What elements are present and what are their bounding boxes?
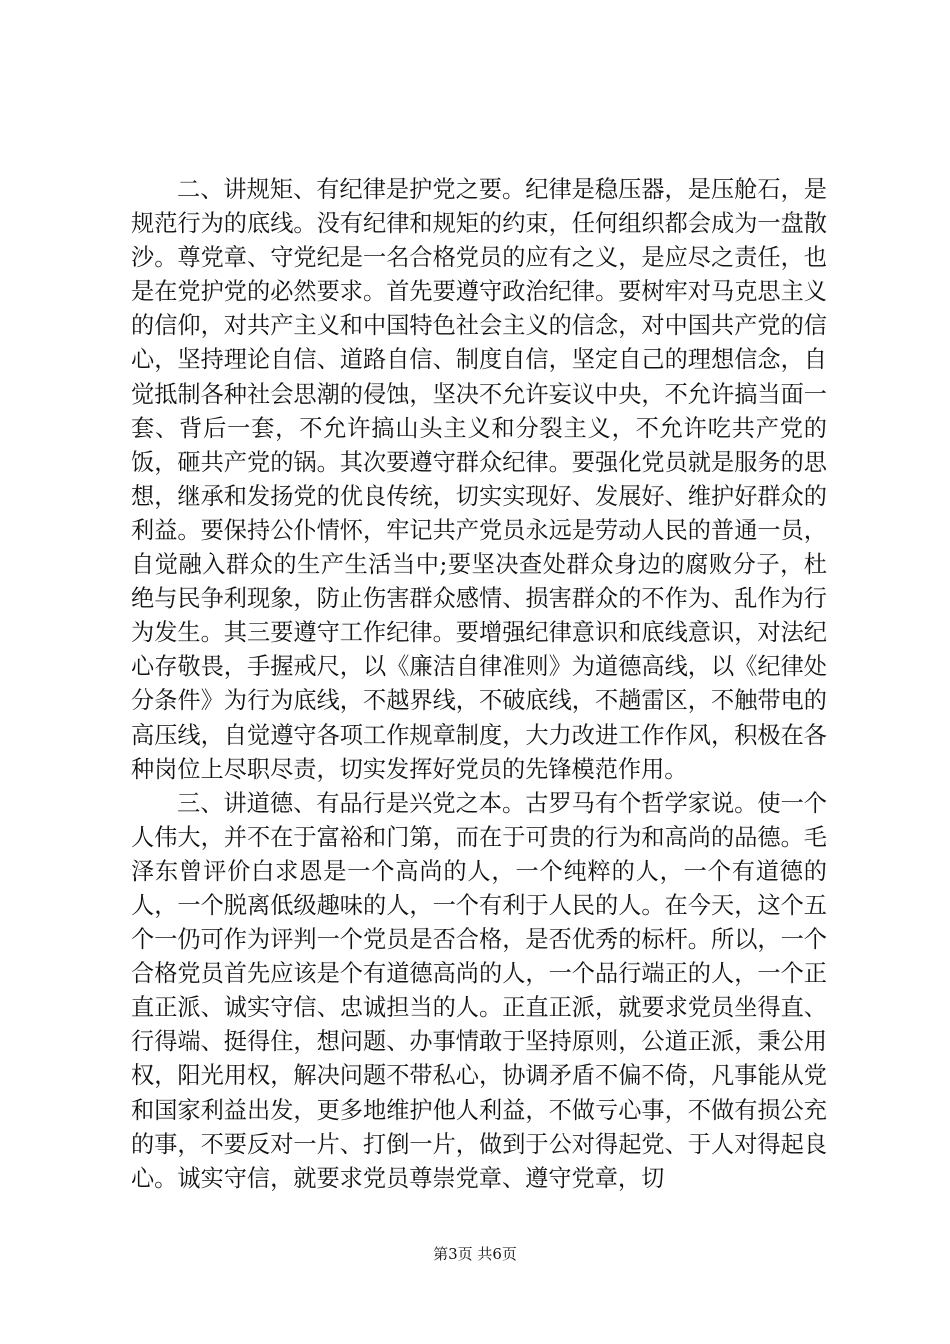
paragraph-morality: 三、讲道德、有品行是兴党之本。古罗马有个哲学家说。使一个人伟大，并不在于富裕和门第，而在于可贵的行为和高尚的品德。毛泽东曾评价白求恩是一个高尚的人，一个纯粹的人，一个有道德的人，一个脱离低级趣味的人，一个有利于人民的人。在今天，这个五个一仍可作为评判一个党员是否合格，是否优秀的标杆。所以，一个合格党员首先应该是个有道德高尚的人，一个品行端正的人，一个正直正派、诚实守信、忠诚担当的人。正直正派，就要求党员坐得直、行得端、挺得住，想问题、办事情敢于坚持原则，公道正派，秉公用权，阳光用权，解决问题不带私心，协调矛盾不偏不倚，凡事能从党和国家利益出发，更多地维护他人利益，不做亏心事，不做有损公充的事，不要反对一片、打倒一片，做到于公对得起党、于人对得起良心。诚实守信，就要求党员尊崇党章、遵守党章，切 <box>131 789 827 1192</box>
page-number-footer: 第3页 共6页 <box>433 1245 517 1263</box>
document-body <box>131 173 827 1196</box>
paragraph-discipline: 二、讲规矩、有纪律是护党之要。纪律是稳压器，是压舱石，是规范行为的底线。没有纪律和规矩的约束，任何组织都会成为一盘散沙。尊党章、守党纪是一名合格党员的应有之义，是应尽之责任，也是在党护党的必然要求。首先要遵守政治纪律。要树牢对马克思主义的信仰，对共产主义和中国特色社会主义的信念，对中国共产党的信心，坚持理论自信、道路自信、制度自信，坚定自己的理想信念，自觉抵制各种社会思潮的侵蚀，坚决不允许妄议中央，不允许搞当面一套、背后一套，不允许搞山头主义和分裂主义，不允许吃共产党的饭，砸共产党的锅。其次要遵守群众纪律。要强化党员就是服务的思想，继承和发扬党的优良传统，切实实现好、发展好、维护好群众的利益。要保持公仆情怀，牢记共产党员永远是劳动人民的普通一员，自觉融入群众的生产生活当中;要坚决查处群众身边的腐败分子，杜绝与民争利现象，防止伤害群众感情、损害群众的不作为、乱作为行为发生。其三要遵守工作纪律。要增强纪律意识和底线意识，对法纪心存敬畏，手握戒尺，以《廉洁自律准则》为道德高线，以《纪律处分条件》为行为底线，不越界线，不破底线，不趟雷区，不触带电的高压线，自觉遵守各项工作规章制度，大力改进工作作风，积极在各种岗位上尽职尽责，切实发挥好党员的先锋模范作用。 <box>131 176 827 783</box>
